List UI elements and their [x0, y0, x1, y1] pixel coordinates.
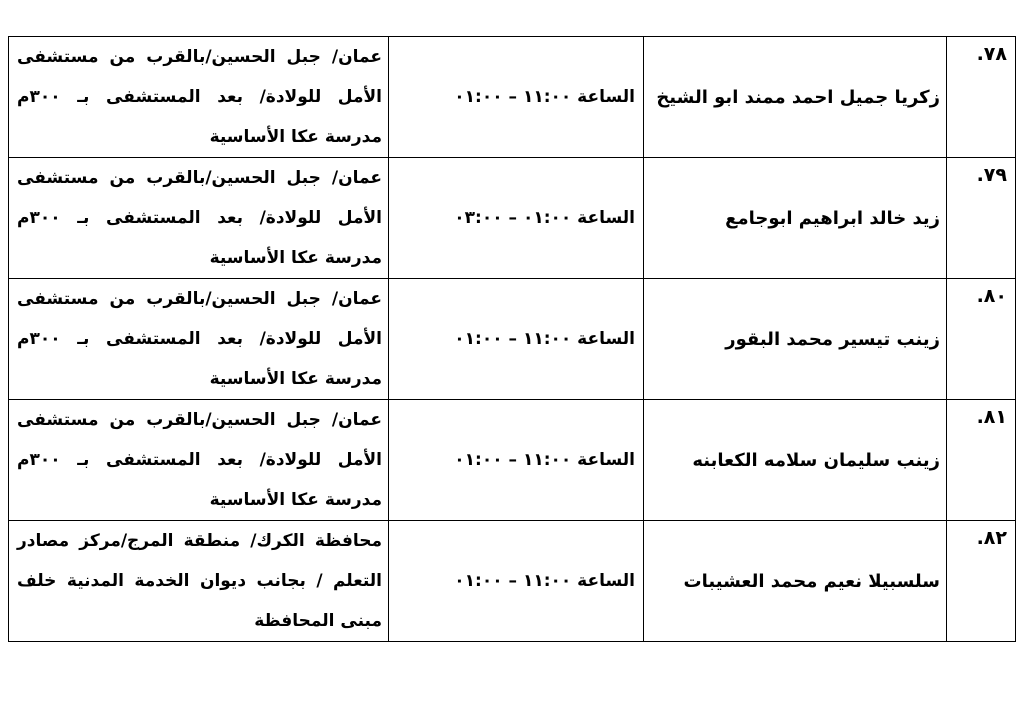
person-name: زكريا جميل احمد ممند ابو الشيخ [644, 37, 947, 158]
person-name: زينب تيسير محمد البقور [644, 279, 947, 400]
table-row [9, 400, 1016, 521]
time-slot: الساعة ٠١:٠٠ – ٠٣:٠٠ [389, 158, 644, 279]
table-row [9, 37, 1016, 158]
row-number: ٨١. [947, 400, 1016, 521]
row-number: ٨٢. [947, 521, 1016, 642]
person-name: سلسبيلا نعيم محمد العشيبات [644, 521, 947, 642]
time-slot: الساعة ١١:٠٠ – ٠١:٠٠ [389, 279, 644, 400]
row-number: ٧٨. [947, 37, 1016, 158]
table-row [9, 158, 1016, 279]
person-name: زينب سليمان سلامه الكعابنه [644, 400, 947, 521]
table-row [9, 279, 1016, 400]
time-slot: الساعة ١١:٠٠ – ٠١:٠٠ [389, 400, 644, 521]
table-row [9, 521, 1016, 642]
time-slot: الساعة ١١:٠٠ – ٠١:٠٠ [389, 521, 644, 642]
location-address: عمان/ جبل الحسين/بالقرب من مستشفى الأمل للولادة/ بعد المستشفى بـ ٣٠٠م مدرسة عكا الأساسية [9, 37, 389, 158]
location-address: عمان/ جبل الحسين/بالقرب من مستشفى الأمل للولادة/ بعد المستشفى بـ ٣٠٠م مدرسة عكا الأساسية [9, 279, 389, 400]
location-address: عمان/ جبل الحسين/بالقرب من مستشفى الأمل للولادة/ بعد المستشفى بـ ٣٠٠م مدرسة عكا الأساسية [9, 400, 389, 521]
time-slot: الساعة ١١:٠٠ – ٠١:٠٠ [389, 37, 644, 158]
row-number: ٨٠. [947, 279, 1016, 400]
person-name: زيد خالد ابراهيم ابوجامع [644, 158, 947, 279]
schedule-table [8, 36, 1016, 642]
location-address: محافظة الكرك/ منطقة المرج/مركز مصادر التعلم / بجانب ديوان الخدمة المدنية خلف مبنى المحافظة [9, 521, 389, 642]
location-address: عمان/ جبل الحسين/بالقرب من مستشفى الأمل للولادة/ بعد المستشفى بـ ٣٠٠م مدرسة عكا الأساسية [9, 158, 389, 279]
row-number: ٧٩. [947, 158, 1016, 279]
